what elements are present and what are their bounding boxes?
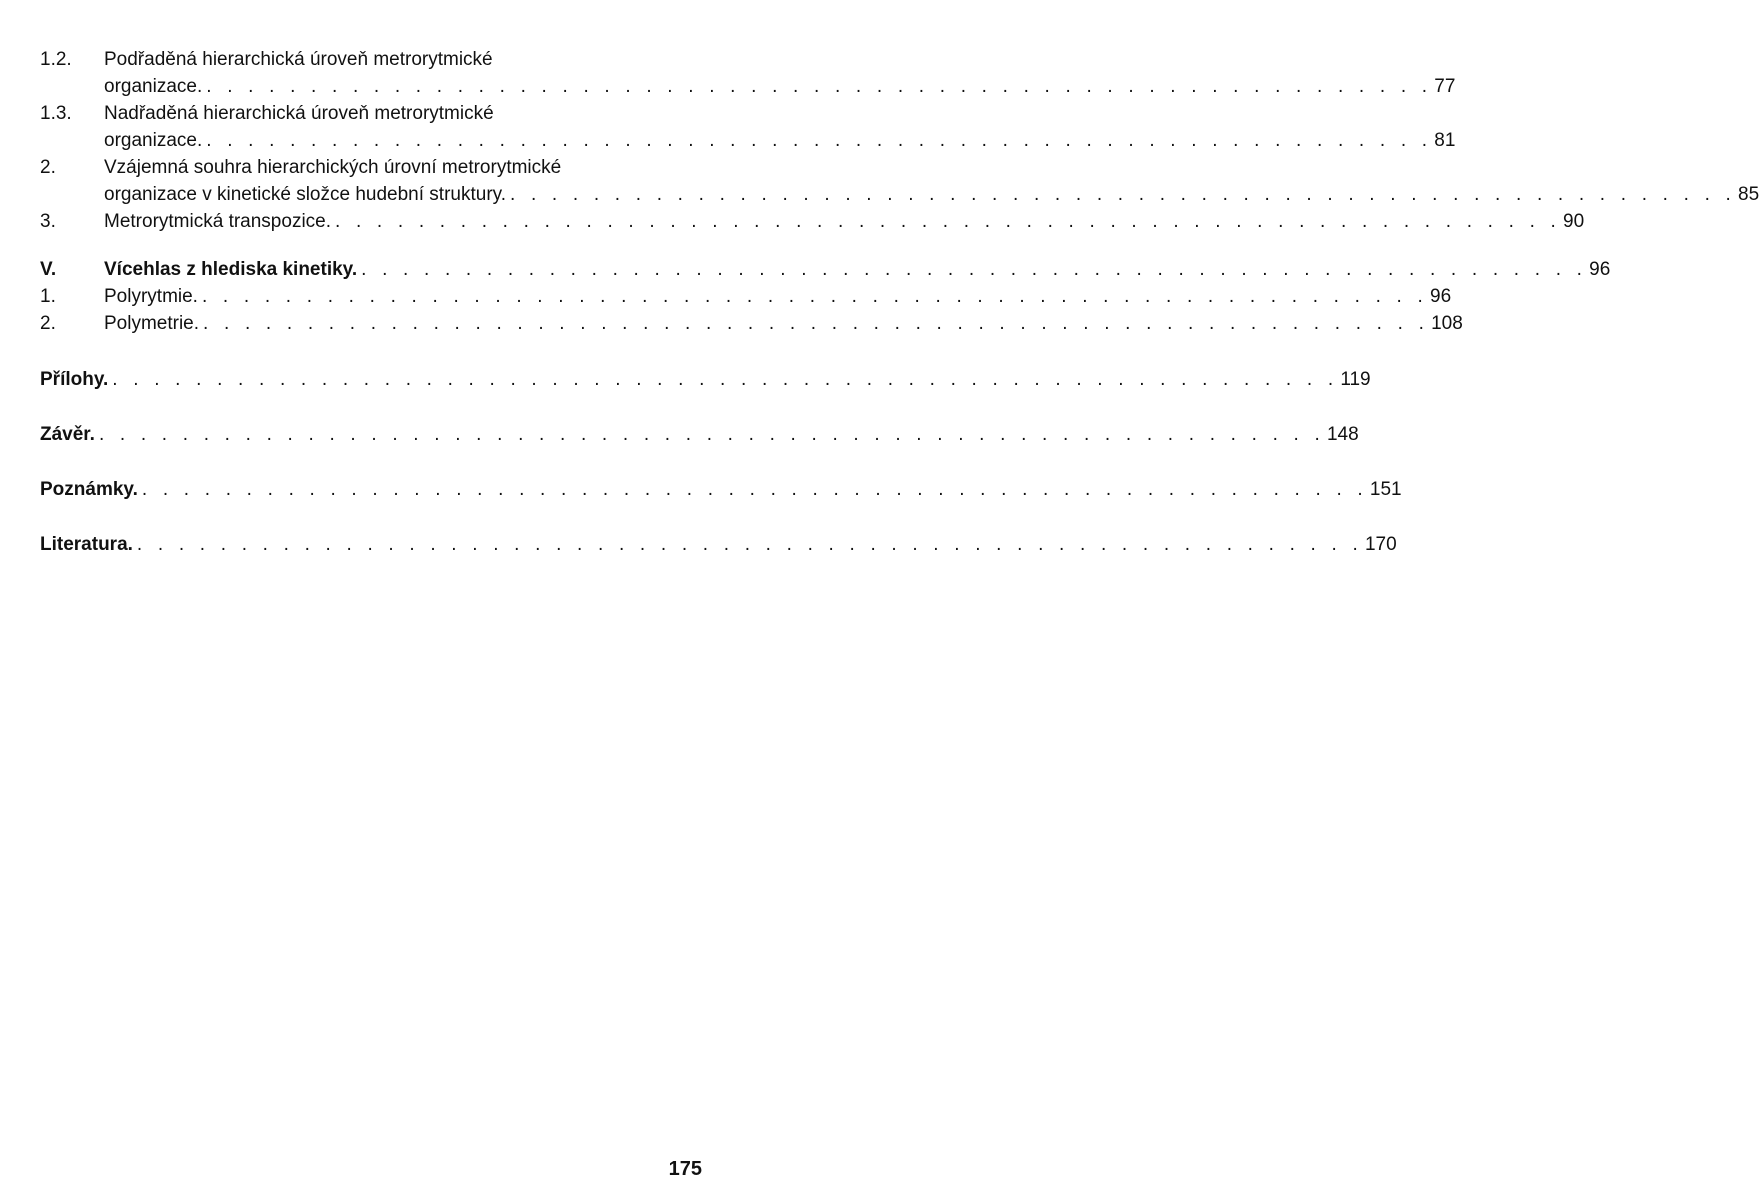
entry-title-cont: organizace. — [104, 130, 203, 151]
entry-body — [104, 46, 1456, 100]
page-ref: 90 — [1563, 211, 1585, 232]
dot-leader: . . . . . . . . . . . . . . . . . . . . . . . . . . . . . . . . . . . . . . . . . . . . . . . . . . . . . . . . . . . — [112, 369, 1339, 390]
toc-section-zaver — [40, 421, 1359, 448]
toc-entry — [40, 310, 1463, 337]
section-title: Závěr. — [40, 424, 95, 445]
page-ref: 151 — [1369, 479, 1402, 500]
entry-title: Vzájemná souhra hierarchických úrovní metrorytmické — [104, 157, 562, 178]
entry-body — [104, 100, 1456, 154]
entry-number: 2. — [40, 157, 56, 178]
page-ref: 119 — [1340, 369, 1371, 390]
entry-body — [104, 154, 1759, 208]
chapter-number: V. — [40, 259, 57, 280]
entry-title: Polymetrie. — [104, 313, 200, 334]
section-title: Přílohy. — [40, 369, 109, 390]
entry-title: Polyrytmie. — [104, 286, 198, 307]
page-ref: 81 — [1434, 130, 1456, 151]
page-ref: 148 — [1326, 424, 1359, 445]
dot-leader: . . . . . . . . . . . . . . . . . . . . . . . . . . . . . . . . . . . . . . . . . . . . . . . . . . . . . . . . . . . — [206, 130, 1433, 151]
dot-leader: . . . . . . . . . . . . . . . . . . . . . . . . . . . . . . . . . . . . . . . . . . . . . . . . . . . . . . . . . . . — [136, 534, 1363, 555]
page-ref: 108 — [1431, 313, 1463, 334]
page-ref: 96 — [1430, 286, 1452, 307]
dot-leader: . . . . . . . . . . . . . . . . . . . . . . . . . . . . . . . . . . . . . . . . . . . . . . . . . . . . . . . . . . . — [335, 211, 1562, 232]
entry-title: Podřaděná hierarchická úroveň metrorytmické — [104, 49, 493, 70]
entry-body — [104, 310, 1463, 337]
page-number: 175 — [668, 1158, 702, 1180]
page-ref: 85 — [1738, 184, 1759, 205]
dot-leader: . . . . . . . . . . . . . . . . . . . . . . . . . . . . . . . . . . . . . . . . . . . . . . . . . . . . . . . . . . . — [203, 313, 1430, 334]
entry-number: 1.3. — [40, 103, 72, 124]
dot-leader: . . . . . . . . . . . . . . . . . . . . . . . . . . . . . . . . . . . . . . . . . . . . . . . . . . . . . . . . . . . — [201, 286, 1428, 307]
toc-entry — [40, 283, 1452, 310]
toc-chapter-entry — [40, 256, 1611, 283]
dot-leader: . . . . . . . . . . . . . . . . . . . . . . . . . . . . . . . . . . . . . . . . . . . . . . . . . . . . . . . . . . . — [510, 184, 1737, 205]
page-ref: 77 — [1434, 76, 1456, 97]
entry-title: Metrorytmická transpozice. — [104, 211, 332, 232]
entry-number: 2. — [40, 313, 56, 334]
entry-number: 3. — [40, 211, 56, 232]
chapter-title: Vícehlas z hlediska kinetiky. — [104, 259, 358, 280]
dot-leader: . . . . . . . . . . . . . . . . . . . . . . . . . . . . . . . . . . . . . . . . . . . . . . . . . . . . . . . . . . . — [206, 76, 1433, 97]
entry-body — [104, 256, 1611, 283]
section-title: Literatura. — [40, 534, 133, 555]
toc-section-literatura — [40, 531, 1397, 558]
dot-leader: . . . . . . . . . . . . . . . . . . . . . . . . . . . . . . . . . . . . . . . . . . . . . . . . . . . . . . . . . . . — [141, 479, 1368, 500]
dot-leader: . . . . . . . . . . . . . . . . . . . . . . . . . . . . . . . . . . . . . . . . . . . . . . . . . . . . . . . . . . . — [98, 424, 1325, 445]
entry-title-cont: organizace v kinetické složce hudební struktury. — [104, 184, 507, 205]
page-ref: 96 — [1589, 259, 1611, 280]
toc-entry — [40, 208, 1585, 235]
toc-entry — [40, 46, 1456, 100]
toc-section-prilohy — [40, 366, 1371, 393]
dot-leader: . . . . . . . . . . . . . . . . . . . . . . . . . . . . . . . . . . . . . . . . . . . . . . . . . . . . . . . . . . . — [361, 259, 1588, 280]
table-of-contents — [40, 46, 1759, 558]
entry-number: 1.2. — [40, 49, 72, 70]
toc-section-poznamky — [40, 476, 1402, 503]
toc-entry — [40, 100, 1456, 154]
toc-entry — [40, 154, 1759, 208]
entry-title-cont: organizace. — [104, 76, 203, 97]
entry-body — [104, 208, 1585, 235]
entry-number: 1. — [40, 286, 56, 307]
section-title: Poznámky. — [40, 479, 138, 500]
page-ref: 170 — [1364, 534, 1397, 555]
entry-body — [104, 283, 1452, 310]
entry-title: Nadřaděná hierarchická úroveň metrorytmické — [104, 103, 494, 124]
